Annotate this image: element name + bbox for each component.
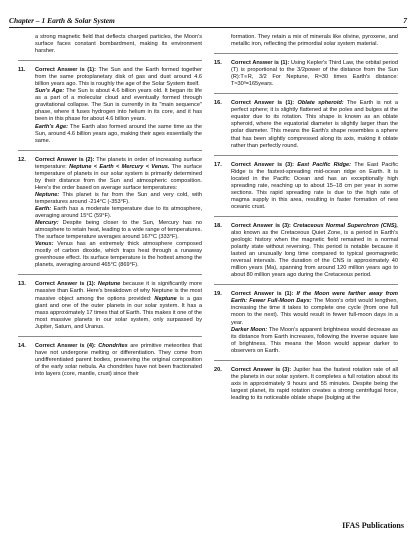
planet-order: Neptune < Earth < Mercury < Venus.: [69, 163, 170, 170]
answer-number: 13.: [18, 281, 26, 288]
answer-number: 15.: [214, 60, 222, 67]
answer-lead: Correct Answer is (1):: [35, 281, 96, 288]
divider: [18, 60, 202, 61]
term-label: Earth:: [35, 205, 52, 212]
divider: [18, 150, 202, 151]
answer-number: 18.: [214, 222, 222, 229]
answer-number: 11.: [18, 67, 26, 74]
answer-lead: Correct Answer is (1):: [35, 67, 97, 74]
answer-15: [214, 60, 398, 88]
term-text: Despite being closer to the Sun, Mercury has no atmosphere to retain heat, leading to a wide range of temperatures. The surface temperature averages around 167°C (333°F).: [35, 220, 202, 241]
term-label: Mercury:: [35, 220, 59, 227]
answer-number: 14.: [18, 342, 26, 349]
divider: [18, 336, 202, 337]
answer-lead: Correct Answer is (1):: [231, 60, 290, 67]
answer-text: The planets in order of increasing surface temperature:: [35, 156, 203, 170]
term-label: Venus:: [35, 241, 54, 248]
divider: [214, 155, 398, 156]
term-text: The Earth also formed around the same time as the Sun, around 4.6 billion years ago, making their ages essentially the same.: [35, 123, 202, 144]
answer-text: are primitive meteorites that have not undergone melting or differentiation. They come from undifferentiated parent bodies, preserving the original composition of the early solar nebula. As chondrites have not been fractionated into layers (core, mantle, crust) since their: [35, 342, 202, 377]
answer-19: [214, 291, 398, 354]
term-label: Darker Moon:: [231, 326, 268, 333]
term-label: If the Moon were farther away from Earth: Fewer Full-Moon Days:: [231, 291, 398, 305]
continued-text: a strong magnetic field that deflects charged particles, the Moon's surface faces constant bombardment, making its environment harsher.: [35, 34, 202, 55]
answer-13: [18, 281, 202, 330]
publisher-footer: IFAS Publications: [342, 521, 404, 530]
answer-lead: Correct Answer is (4):: [35, 342, 96, 349]
answer-text: The East Pacific Ridge is the fastest-spreading mid-ocean ridge on Earth. It is located in the Pacific Ocean and has an exceptionally high spreading rate, reaching up to about 15–18 cm per year in some sections. This rapid spreading rate is due to the high rate of magma supply in this area, resulting in faster formation of new oceanic crust.: [231, 161, 399, 210]
answer-lead: Correct Answer is (1):: [231, 100, 295, 107]
answer-lead: Correct Answer is (2):: [35, 156, 95, 163]
answer-20: [214, 367, 398, 402]
page-header: [9, 13, 407, 25]
answer-16: [214, 100, 398, 149]
term-label: Sun's Age:: [35, 88, 65, 95]
answer-lead: Correct Answer is (3):: [231, 366, 292, 373]
term-text: This planet is far from the Sun and very cold, with temperatures around -214°C (-353°F).: [35, 191, 202, 205]
answer-text: The surface temperature of planets in our solar system is primarily determined by their distance from the Sun and atmospheric composition. Here's the order based on average surface temperatures:: [35, 163, 202, 191]
left-column: [18, 34, 202, 378]
answer-text: The Earth is not a perfect sphere; it is slightly flattened at the poles and bulges at the equator due to its rotation. This shape is known as an oblate spheroid, where the equatorial diameter is slightly larger than the polar diameter. This means the Earth's shape resembles a sphere that has been slightly compressed along its axis, making it oblate rather than perfectly round.: [231, 100, 399, 149]
divider: [214, 216, 398, 217]
term-label: East Pacific Ridge:: [297, 161, 352, 168]
right-column: [214, 34, 398, 402]
chapter-title: Chapter – 1 Earth & Solar System: [9, 16, 115, 25]
answer-lead: Correct Answer is (3):: [231, 222, 291, 229]
answer-number: 16.: [214, 100, 222, 107]
term-label: Neptune: [154, 295, 177, 302]
answer-number: 19.: [214, 291, 222, 298]
term-label: Cretaceous Normal Superchron (CNS),: [293, 222, 398, 229]
answer-lead: Correct Answer is (3):: [231, 161, 295, 168]
answer-12: [18, 157, 202, 270]
continued-text: formation. They retain a mix of minerals like olivine, pyroxene, and metallic iron, reflecting the primordial solar system material.: [231, 34, 398, 48]
page-number: 7: [403, 16, 407, 25]
answer-text: Jupiter has the fastest rotation rate of all the planets in our solar system. It completes a full rotation about its axis in approximately 9 hours and 55 minutes. Despite being the largest planet, its rapid rotation creates a strong centrifugal force, leading to its noticeable oblate shape (bulging at the: [231, 366, 398, 401]
answer-number: 12.: [18, 156, 26, 163]
answer-number: 17.: [214, 161, 222, 168]
term-label: Neptune:: [35, 191, 60, 198]
answer-18: [214, 223, 398, 279]
divider: [214, 53, 398, 54]
answer-text: also known as the Cretaceous Quiet Zone, is a period in Earth's geologic history when the magnetic field remained in a normal polarity state without reversing. This period is notable because it lasted an unusually long time compared to typical geomagnetic reversal intervals. The duration of the CNS is approximately 40 million years (Ma), spanning from around 120 million years ago to about 80 million years ago during the Cretaceous period.: [231, 229, 398, 279]
term-label: Chondrites: [98, 342, 128, 349]
answer-lead: Correct Answer is (1):: [231, 291, 294, 298]
term-text: Venus has an extremely thick atmosphere composed mostly of carbon dioxide, which traps heat through a runaway greenhouse effect. Its surface temperature is the hottest among the planets, averaging around 465°C (869°F).: [35, 241, 202, 269]
term-text: Earth has a moderate temperature due to its atmosphere, averaging around 15°C (59°F).: [35, 205, 202, 220]
divider: [214, 284, 398, 285]
divider: [18, 274, 202, 275]
answer-text: The Moon's orbit would lengthen, increasing the time it takes to complete one cycle (from one full moon to the next). This would result in fewer full-moon days in a year.: [231, 298, 398, 326]
term-label: Neptune: [97, 281, 121, 288]
divider: [214, 93, 398, 94]
header-rule: [9, 27, 407, 28]
answer-17: [214, 162, 398, 211]
answer-text: because it is significantly more massive than Earth. Here's breakdown of why Neptune is the most massive object among the options provided:: [35, 281, 202, 302]
answer-14: [18, 343, 202, 378]
term-text: The Sun is about 4.6 billion years old. It began its life as a part of a molecular cloud and eventually formed through gravitational collapse. The Sun is currently in its "main sequence" phase, where it fuses hydrogen into helium in its core, and it has been in this phase for about 4.6 billion years.: [35, 88, 202, 123]
term-label: Earth's Age:: [35, 123, 68, 130]
answer-11: [18, 67, 202, 145]
answer-text: Using Kepler's Third Law, the orbital period (T) is proportional to the 3/2power of the distance from the Sun (R):T∝R, 3/2 For Neptune, R≈30 times Earth's distance: T≈30³=165years.: [231, 60, 398, 88]
answer-text: The Sun and the Earth formed together from the same protoplanetary disk of gas and dust around 4.6 billion years ago. This is roughly the age of the Solar System itself.: [35, 67, 202, 88]
term-label: Oblate spheroid:: [297, 100, 344, 107]
answer-text: is a gas giant and one of the outer planets in our solar system. It has a mass approximately 17 times that of Earth. This makes it one of the most massive planets in our solar system, only surpassed by Jupiter, Saturn, and Uranus.: [35, 295, 202, 330]
answer-number: 20.: [214, 366, 222, 373]
term-text: The Moon's apparent brightness would decrease as its distance from Earth increases, following the inverse square law of brightness. This means the Moon would appear darker to observers on Earth.: [231, 326, 398, 354]
divider: [214, 360, 398, 361]
